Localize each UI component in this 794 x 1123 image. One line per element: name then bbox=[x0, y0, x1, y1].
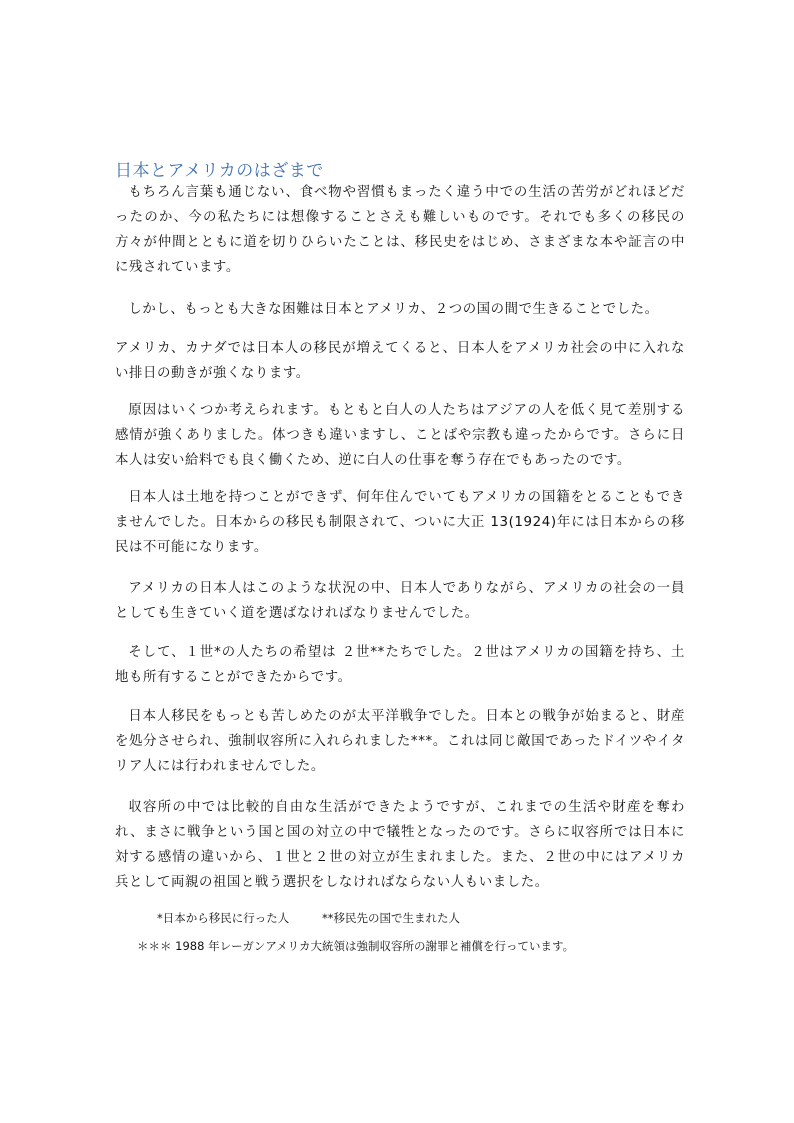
paragraph-3: アメリカ、カナダでは日本人の移民が増えてくると、日本人をアメリカ社会の中に入れない排日の動きが強くなります。 bbox=[115, 341, 685, 381]
section-heading: 日本とアメリカのはざまで bbox=[115, 161, 324, 181]
paragraph-5: 日本人は土地を持つことができず、何年住んでいてもアメリカの国籍をとることもできませんでした。日本からの移民も制限されて、ついに大正 13(1924)年には日本からの移民は不可能になります。 bbox=[115, 490, 685, 555]
paragraph-7: そして、１世*の人たちの希望は ２世**たちでした。２世はアメリカの国籍を持ち、土地も所有することができたからです。 bbox=[115, 645, 685, 685]
footnote-first-generation: *日本から移民に行った人 bbox=[157, 911, 290, 925]
paragraph-4: 原因はいくつか考えられます。もともと白人の人たちはアジアの人を低く見て差別する感情が強くありました。体つきも違いますし、ことばや宗教も違ったからです。さらに日本人は安い給料でも良く働くため、逆に白人の仕事を奪う存在でもあったのです。 bbox=[115, 403, 685, 468]
footnote-reagan-apology: ＊＊＊ 1988 年レーガンアメリカ大統領は強制収容所の謝罪と補償を行っています。 bbox=[137, 939, 575, 953]
footnote-second-generation: **移民先の国で生まれた人 bbox=[322, 911, 460, 925]
paragraph-1: もちろん言葉も通じない、食べ物や習慣もまったく違う中での生活の苦労がどれほどだったのか、今の私たちには想像することさえも難しいものです。それでも多くの移民の方々が仲間とともに道を切りひらいたことは、移民史をはじめ、さまざまな本や証言の中に残されています。 bbox=[115, 185, 685, 275]
paragraph-6: アメリカの日本人はこのような状況の中、日本人でありながら、アメリカの社会の一員としても生きていく道を選ばなければなりませんでした。 bbox=[115, 581, 685, 621]
paragraph-8: 日本人移民をもっとも苦しめたのが太平洋戦争でした。日本との戦争が始まると、財産を処分させられ、強制収容所に入れられました***。これは同じ敵国であったドイツやイタリア人には行われませんでした。 bbox=[115, 709, 685, 774]
paragraph-2: しかし、もっとも大きな困難は日本とアメリカ、２つの国の間で生きることでした。 bbox=[128, 302, 659, 317]
paragraph-9: 収容所の中では比較的自由な生活ができたようですが、これまでの生活や財産を奪われ、まさに戦争という国と国の対立の中で犠牲となったのです。さらに収容所では日本に対する感情の違いから、１世と２世の対立が生まれました。また、２世の中にはアメリカ兵として両親の祖国と戦う選択をしなければならない人もいました。 bbox=[115, 800, 685, 890]
